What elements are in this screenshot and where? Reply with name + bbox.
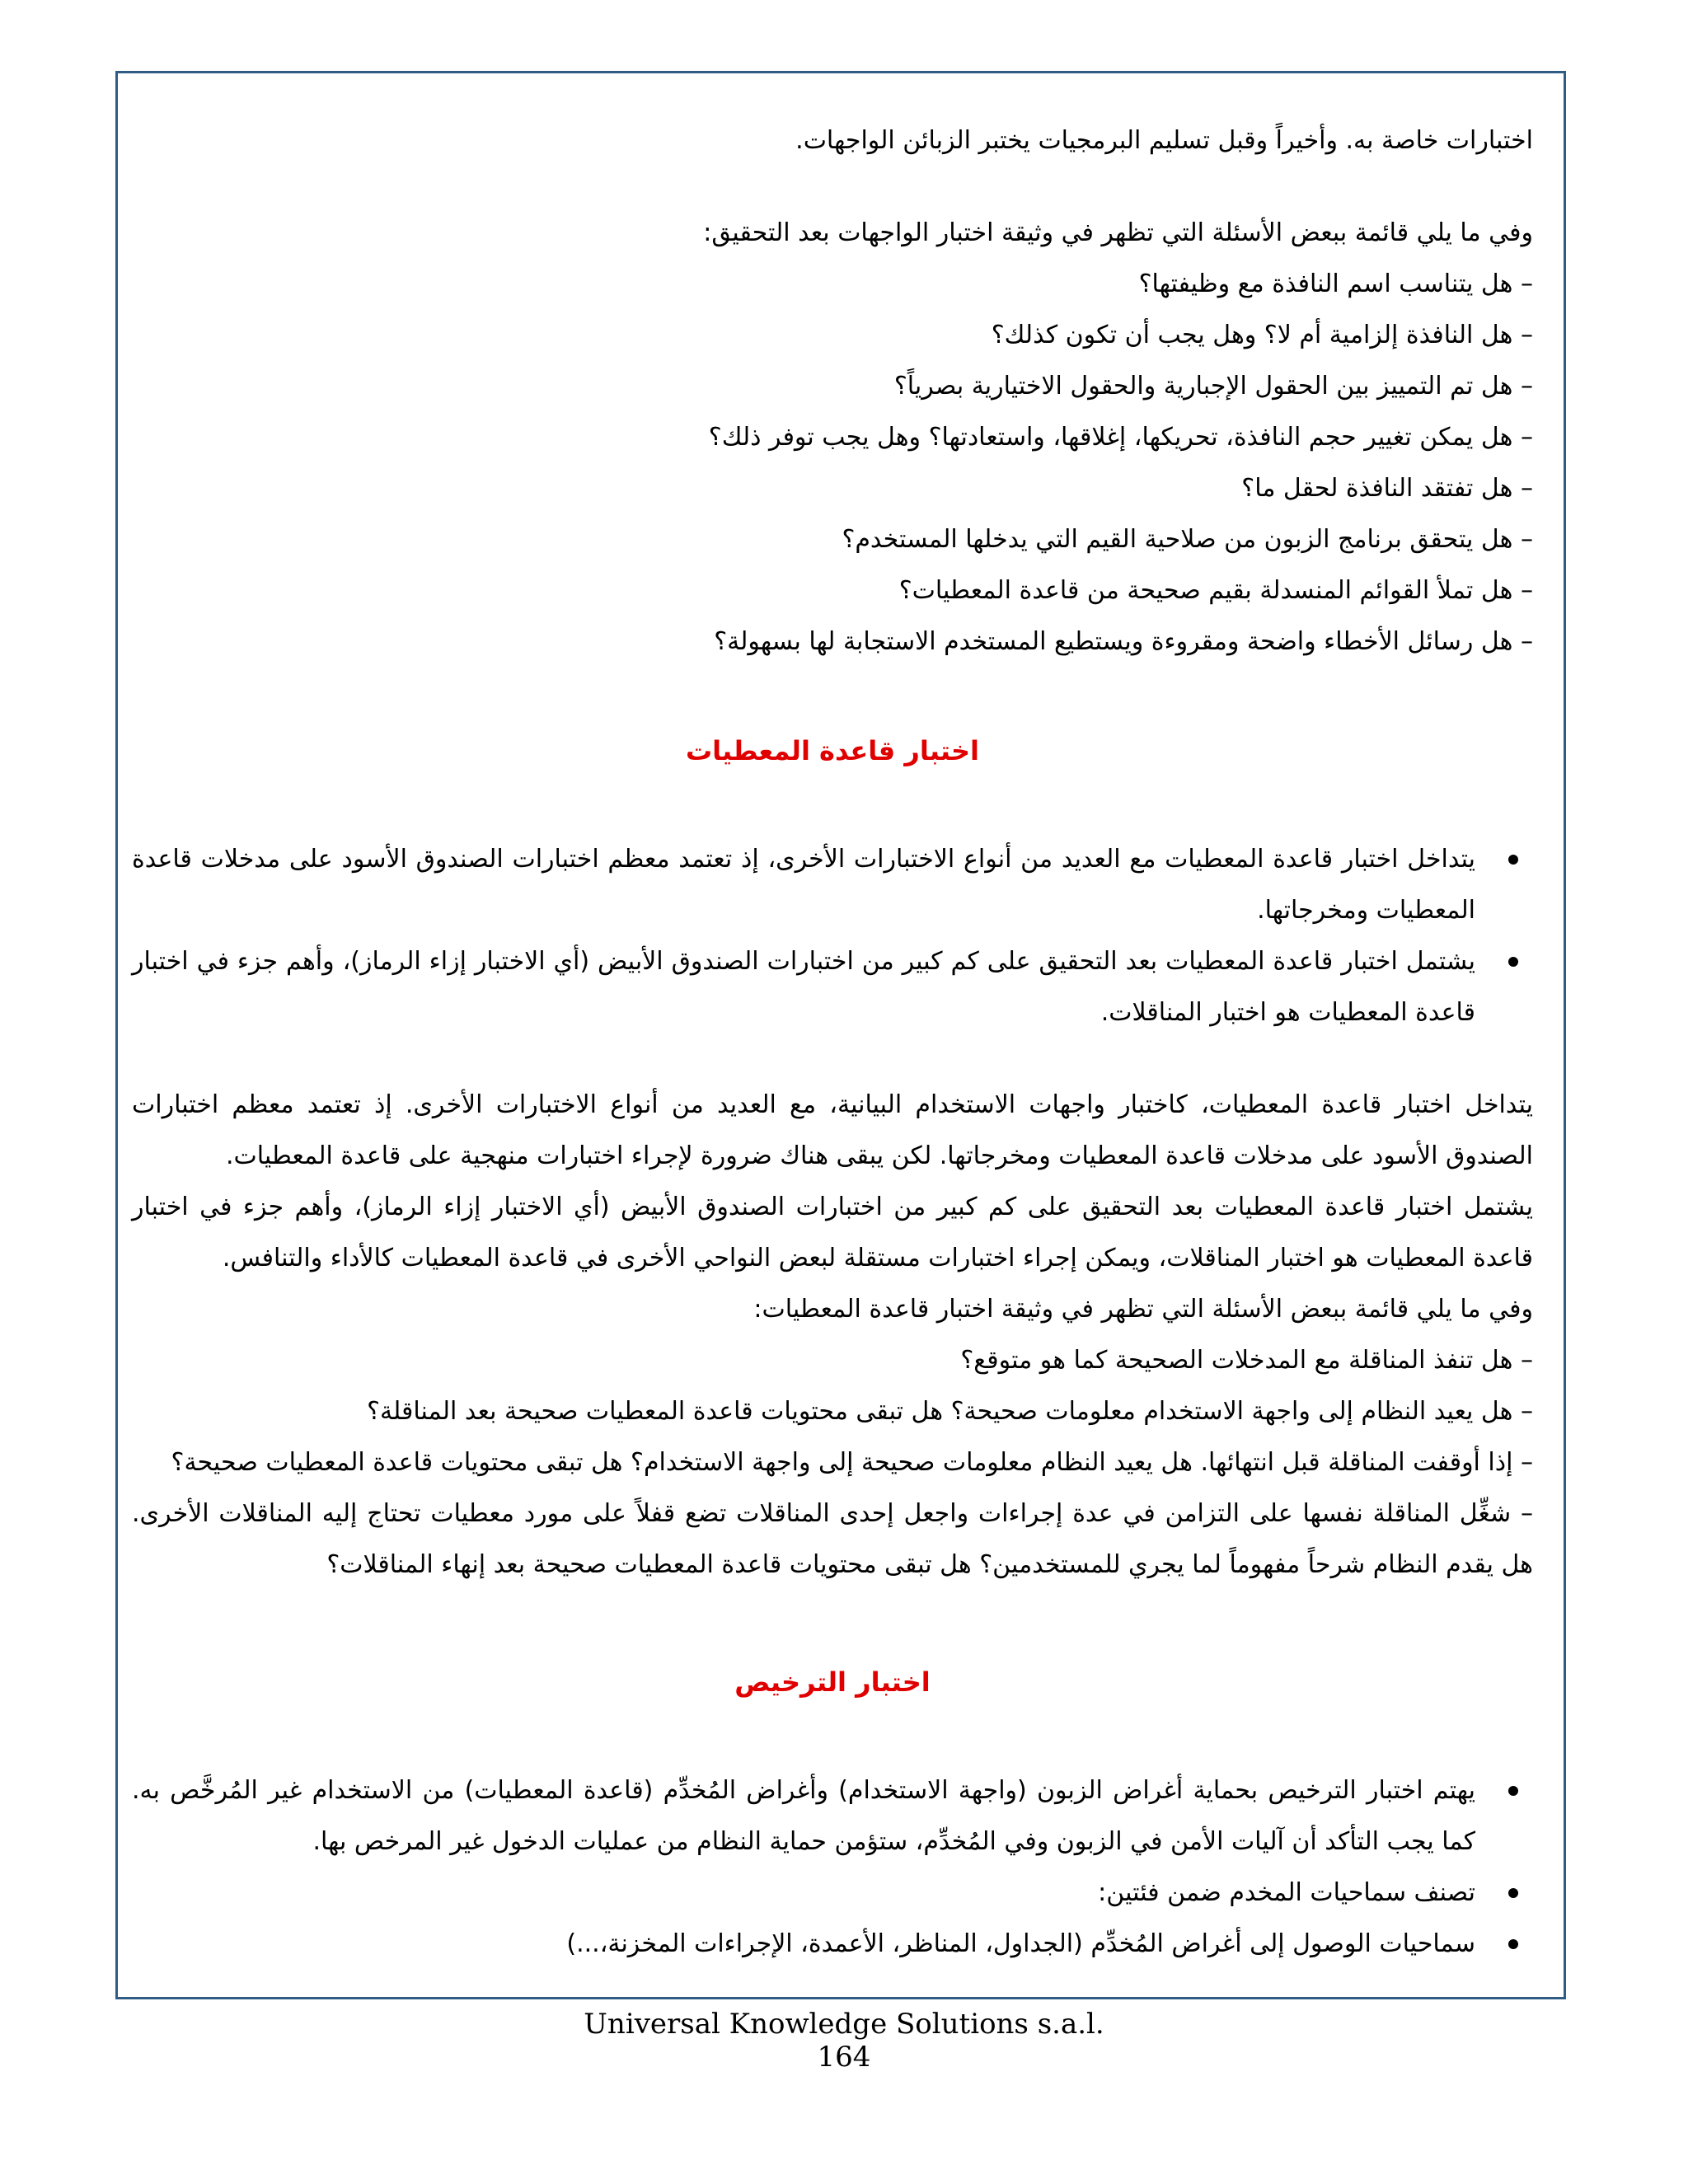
list-item: سماحيات الوصول إلى أغراض المُخدِّم (الجداول، المناظر، الأعمدة، الإجراءات المخزنة،...) (132, 1919, 1475, 1970)
section-title-database-testing: اختبار قاعدة المعطيات (686, 735, 979, 766)
list-item: – هل تفتقد النافذة لحقل ما؟ (1241, 474, 1533, 503)
list-item: – هل يمكن تغيير حجم النافذة، تحريكها، إغلاقها، واستعادتها؟ وهل يجب توفر ذلك؟ (708, 423, 1533, 452)
section-title-authorization-testing: اختبار الترخيص (734, 1666, 931, 1698)
list-item: تصنف سماحيات المخدم ضمن فئتين: (132, 1868, 1475, 1919)
db-bullet-list (132, 834, 1533, 1038)
db-questions-intro: وفي ما يلي قائمة ببعض الأسئلة التي تظهر في وثيقة اختبار قاعدة المعطيات: (753, 1295, 1533, 1324)
list-item: – هل يتحقق برنامج الزبون من صلاحية القيم التي يدخلها المستخدم؟ (842, 525, 1533, 554)
auth-bullet-list (132, 1765, 1533, 1970)
db-paragraph-1: يتداخل اختبار قاعدة المعطيات، كاختبار واجهات الاستخدام البيانية، مع العديد من أنواع الاختبارات الأخرى. إذ تعتمد معظم اختبارات الصندوق الأسود على مدخلات قاعدة المعطيات ومخرجاتها. لكن يبقى هناك ضرورة لإجراء اختبارات منهجية على قاعدة المعطيات. (132, 1090, 1533, 1170)
ui-questions-intro: وفي ما يلي قائمة ببعض الأسئلة التي تظهر في وثيقة اختبار الواجهات بعد التحقيق: (703, 218, 1533, 247)
intro-line: اختبارات خاصة به. وأخيراً وقبل تسليم البرمجيات يختبر الزبائن الواجهات. (795, 126, 1533, 155)
list-item: – شغِّل المناقلة نفسها على التزامن في عدة إجراءات واجعل إحدى المناقلات تضع قفلاً على مورد معطيات تحتاج إليه المناقلات الأخرى. هل يقدم النظام شرحاً مفهوماً لما يجري للمستخدمين؟ هل تبقى محتويات قاعدة المعطيات صحيحة بعد إنهاء المناقلات؟ (132, 1499, 1533, 1579)
list-item: – هل تم التمييز بين الحقول الإجبارية والحقول الاختيارية بصرياً؟ (893, 372, 1533, 401)
list-item: – هل يتناسب اسم النافذة مع وظيفتها؟ (1138, 269, 1533, 298)
list-item: – هل يعيد النظام إلى واجهة الاستخدام معلومات صحيحة؟ هل تبقى محتويات قاعدة المعطيات صحيحة بعد المناقلة؟ (367, 1397, 1533, 1426)
db-questions-list (132, 1335, 1533, 1591)
ui-questions-list (132, 259, 1533, 668)
list-item: – إذا أوقفت المناقلة قبل انتهائها. هل يعيد النظام معلومات صحيحة إلى واجهة الاستخدام؟ هل تبقى محتويات قاعدة المعطيات صحيحة؟ (171, 1448, 1533, 1477)
list-item: – هل تنفذ المناقلة مع المدخلات الصحيحة كما هو متوقع؟ (960, 1346, 1533, 1375)
list-item: – هل رسائل الأخطاء واضحة ومقروءة ويستطيع المستخدم الاستجابة لها بسهولة؟ (714, 627, 1533, 656)
list-item: – هل تملأ القوائم المنسدلة بقيم صحيحة من قاعدة المعطيات؟ (898, 576, 1533, 605)
page-content (132, 115, 1533, 1970)
db-paragraph-2: يشتمل اختبار قاعدة المعطيات بعد التحقيق على كم كبير من اختبارات الصندوق الأبيض (أي الاختبار إزاء الرماز)، وأهم جزء في اختبار قاعدة المعطيات هو اختبار المناقلات، ويمكن إجراء اختبارات مستقلة لبعض النواحي الأخرى في قاعدة المعطيات كالأداء والتنافس. (132, 1193, 1533, 1272)
footer-page-number: 164 (817, 2041, 871, 2074)
list-item: يتداخل اختبار قاعدة المعطيات مع العديد من أنواع الاختبارات الأخرى، إذ تعتمد معظم اختبارات الصندوق الأسود على مدخلات قاعدة المعطيات ومخرجاتها. (132, 834, 1475, 936)
list-item: – هل النافذة إلزامية أم لا؟ وهل يجب أن تكون كذلك؟ (991, 321, 1533, 349)
footer-company: Universal Knowledge Solutions s.a.l. (584, 2008, 1104, 2041)
list-item: يهتم اختبار الترخيص بحماية أغراض الزبون (واجهة الاستخدام) وأغراض المُخدِّم (قاعدة المعطيات) من الاستخدام غير المُرخَّص به. كما يجب التأكد أن آليات الأمن في الزبون وفي المُخدِّم، ستؤمن حماية النظام من عمليات الدخول غير المرخص بها. (132, 1765, 1475, 1868)
list-item: يشتمل اختبار قاعدة المعطيات بعد التحقيق على كم كبير من اختبارات الصندوق الأبيض (أي الاختبار إزاء الرماز)، وأهم جزء في اختبار قاعدة المعطيات هو اختبار المناقلات. (132, 936, 1475, 1038)
